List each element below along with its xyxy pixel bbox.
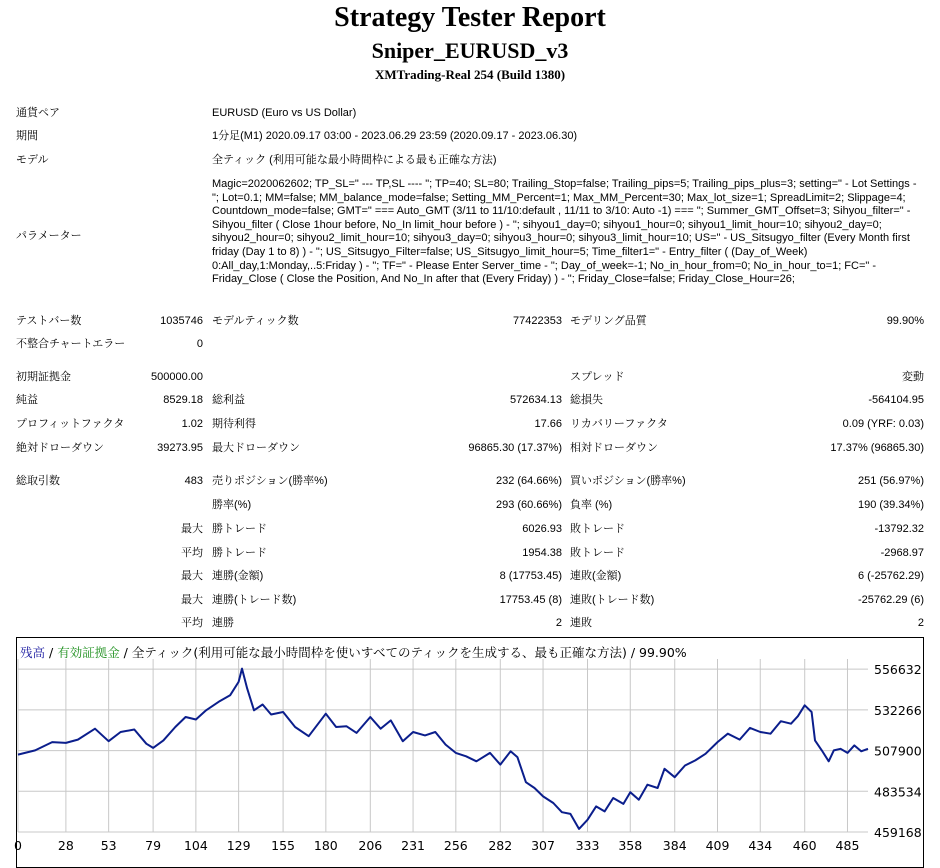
ticks-value: 77422353: [513, 315, 562, 327]
abs-dd-label: 絶対ドローダウン: [16, 442, 104, 454]
rel-dd-value: 17.37% (96865.30): [830, 442, 924, 454]
gross-profit-value: 572634.13: [510, 394, 562, 406]
abs-dd-value: 39273.95: [157, 442, 203, 454]
x-tick-label: 104: [183, 838, 208, 853]
y-tick-label: 507900: [874, 743, 922, 759]
avg-cons-losses-value: 2: [917, 617, 924, 629]
long-label: 買いポジション(勝率%): [570, 475, 686, 487]
gross-loss-label: 総損失: [570, 394, 603, 406]
max-cons-wins-label: 連勝(金額): [212, 570, 264, 582]
rf-label: リカバリーファクタ: [570, 418, 668, 430]
max-cons-wins-value: 8 (17753.45): [499, 570, 562, 582]
ticks-label: モデルティック数: [212, 315, 299, 327]
avg-cons-wins-label: 連勝: [212, 617, 234, 629]
rel-dd-label: 相対ドローダウン: [570, 442, 658, 454]
short-label: 売りポジション(勝率%): [212, 475, 328, 487]
legend-sep: /: [45, 645, 58, 660]
server-info: XMTrading-Real 254 (Build 1380): [374, 67, 566, 82]
win-rate-value: 293 (60.66%): [495, 499, 562, 511]
avg-win-label: 勝トレード: [212, 547, 267, 559]
max-dd-label: 最大ドローダウン: [212, 442, 300, 454]
x-tick-label: 206: [358, 838, 383, 853]
max-cons-losses-value: 6 (-25762.29): [857, 570, 924, 582]
largest-loss-value: -13792.32: [874, 523, 924, 535]
report-title: Strategy Tester Report: [334, 2, 606, 33]
model-label: モデル: [16, 154, 49, 166]
legend-equity: 有効証拠金: [57, 645, 120, 660]
bars-value: 1035746: [160, 315, 203, 327]
max-cons-profit-label: 連勝(トレード数): [212, 594, 297, 606]
y-tick-label: 556632: [874, 662, 922, 678]
x-tick-label: 129: [226, 838, 251, 853]
deposit-label: 初期証拠金: [16, 371, 71, 383]
x-tick-label: 434: [748, 838, 773, 853]
avg-loss-label: 敗トレード: [570, 547, 625, 559]
gross-loss-value: -564104.95: [868, 394, 924, 406]
errors-label: 不整合チャートエラー: [16, 338, 126, 350]
spread-label: スプレッド: [570, 371, 625, 383]
max-dd-value: 96865.30 (17.37%): [468, 442, 562, 454]
loss-rate-value: 190 (39.34%): [857, 499, 924, 511]
long-value: 251 (56.97%): [857, 475, 924, 487]
max-prefix-2: 最大: [181, 594, 203, 606]
payoff-label: 期待利得: [212, 418, 256, 430]
quality-label: モデリング品質: [570, 315, 647, 327]
x-tick-label: 231: [401, 838, 426, 853]
x-tick-label: 485: [835, 838, 860, 853]
max-prefix-1: 最大: [181, 570, 203, 582]
x-tick-label: 282: [488, 838, 513, 853]
x-tick-label: 333: [575, 838, 600, 853]
symbol-value: EURUSD (Euro vs US Dollar): [212, 107, 357, 119]
short-value: 232 (64.66%): [495, 475, 562, 487]
x-tick-label: 155: [271, 838, 296, 853]
win-rate-label: 勝率(%): [212, 499, 252, 511]
y-tick-label: 459168: [874, 825, 922, 840]
x-tick-label: 28: [57, 838, 74, 853]
total-trades-value: 483: [184, 475, 203, 487]
params-value: Magic=2020062602; TP_SL=" --- TP,SL ---- "; TP=40; SL=80; Trailing_Stop=false; Trailing_pips=5; Trailing_pips_plus=3; setting=" - Lot Settings - "; Lot=0.1; MM=false; MM_balance_mode=false; Setting_MM_Percent=1; Max_MM_Percent=30; Max_lot_size=1; SpreadLimit=2; Slippage=4; Countdown_mode=false; GMT=" === Auto_GMT (3/11 to 11/10:default , 11/11 to 3/10: Auto -1) === "; Summer_GMT_Offset=3; Sihyou_filter=" - Sihyou_filter ( Close 1hour before, No_In limit_hour before ) - "; sihyou1_day=0; sihyou1_hour=0; sihyou1_limit_hour=10; sihyou2_day=0; sihyou2_hour=0; sihyou2_limit_hour=10; sihyou3_day=0; sihyou3_hour=0; sihyou3_limit_hour=10; US=" - US_Sitsugyo_filter (Every Month first friday (Day 1 to 8) ) - "; US_Sitsugyo_Filter=false; US_Sitsugyo_limit_hour=5; Time_filter1=" - Entry_filter ( (Day_of_Week) 0:All_day,1:Monday,..5:Friday ) - "; TF=" - Please Enter Server_time - "; Day_of_week=-1; No_in_hour_from=0; No_in_hour_to=1; FC=" - Friday_Close ( Close the Position, And No_In after that (Every Friday) ) - "; Friday_Close=false; Friday_Close_Hour=26;: [212, 178, 917, 286]
largest-prefix: 最大: [181, 523, 203, 535]
gross-profit-label: 総利益: [212, 394, 245, 406]
total-trades-label: 総取引数: [16, 475, 60, 487]
legend-rest: / 全ティック(利用可能な最小時間枠を使いすべてのティックを生成する、最も正確な方法) / 99.90%: [119, 645, 687, 660]
params-label: パラメーター: [16, 230, 82, 242]
max-cons-loss-label: 連敗(トレード数): [570, 594, 655, 606]
bars-label: テストバー数: [16, 315, 82, 327]
avg-prefix-2: 平均: [181, 617, 203, 629]
period-value: 1分足(M1) 2020.09.17 03:00 - 2023.06.29 23:59 (2020.09.17 - 2023.06.30): [212, 130, 578, 142]
quality-value: 99.90%: [886, 315, 924, 327]
average-prefix: 平均: [181, 547, 203, 559]
net-label: 純益: [16, 394, 38, 406]
rf-value: 0.09 (YRF: 0.03): [842, 418, 924, 430]
x-tick-label: 256: [443, 838, 468, 853]
chart-legend: [20, 645, 687, 660]
model-value: 全ティック (利用可能な最小時間枠による最も正確な方法): [212, 154, 497, 166]
x-tick-label: 460: [792, 838, 817, 853]
x-tick-label: 384: [662, 838, 687, 853]
max-cons-loss-value: -25762.29 (6): [857, 594, 924, 606]
x-tick-label: 358: [618, 838, 643, 853]
pf-value: 1.02: [181, 418, 203, 430]
largest-loss-label: 敗トレード: [570, 523, 625, 535]
avg-cons-wins-value: 2: [555, 617, 562, 629]
avg-loss-value: -2968.97: [880, 547, 924, 559]
largest-win-label: 勝トレード: [212, 523, 267, 535]
ea-name: Sniper_EURUSD_v3: [371, 38, 569, 63]
loss-rate-label: 負率 (%): [570, 499, 613, 511]
chart-frame: [17, 638, 924, 868]
x-tick-label: 79: [145, 838, 162, 853]
balance-chart: [16, 637, 924, 868]
spread-value: 変動: [902, 371, 924, 383]
y-tick-label: 483534: [874, 784, 922, 800]
legend-balance: 残高: [20, 645, 46, 660]
deposit-value: 500000.00: [151, 371, 203, 383]
max-cons-losses-label: 連敗(金額): [570, 570, 622, 582]
x-tick-label: 307: [531, 838, 555, 853]
errors-value: 0: [196, 338, 203, 350]
y-tick-label: 532266: [874, 702, 922, 718]
x-tick-label: 0: [14, 838, 22, 853]
x-tick-label: 53: [100, 838, 117, 853]
x-tick-label: 180: [313, 838, 338, 853]
pf-label: プロフィットファクタ: [16, 418, 125, 430]
payoff-value: 17.66: [534, 418, 562, 430]
x-tick-label: 409: [705, 838, 730, 853]
avg-cons-losses-label: 連敗: [570, 617, 592, 629]
symbol-label: 通貨ペア: [16, 107, 60, 119]
max-cons-profit-value: 17753.45 (8): [499, 594, 562, 606]
avg-win-value: 1954.38: [522, 547, 562, 559]
net-value: 8529.18: [163, 394, 203, 406]
period-label: 期間: [16, 130, 38, 142]
largest-win-value: 6026.93: [522, 523, 562, 535]
